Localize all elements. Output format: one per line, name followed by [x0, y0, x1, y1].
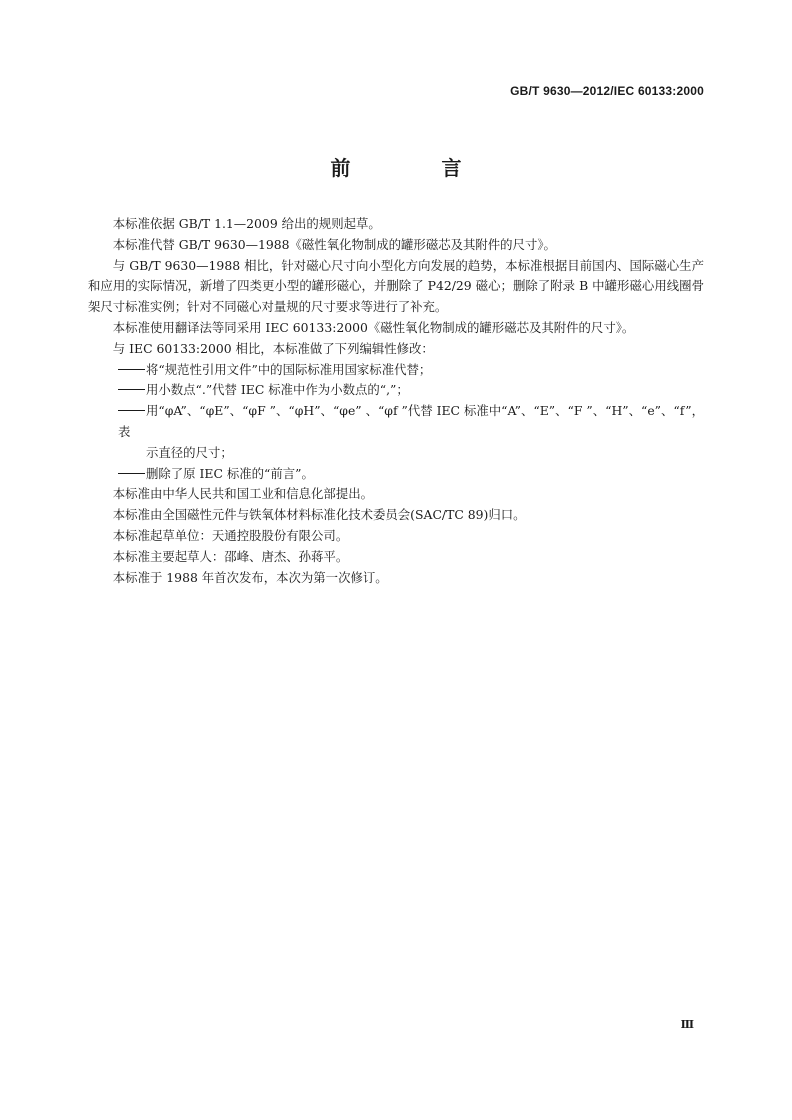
paragraph-replaces: 本标准代替 GB/T 9630—1988《磁性氧化物制成的罐形磁芯及其附件的尺寸》。: [112, 236, 556, 252]
paragraph-history: 本标准于 1988 年首次发布，本次为第一次修订。: [112, 569, 388, 585]
change-item: [88, 464, 704, 485]
paragraph-adoption: 本标准使用翻译法等同采用 IEC 60133:2000《磁性氧化物制成的罐形磁芯及其附件的尺寸》。: [112, 319, 635, 335]
dash-mark: [118, 410, 145, 411]
change-item-text: 删除了原 IEC 标准的“前言”。: [146, 465, 314, 481]
page-title: 前 言: [330, 156, 504, 180]
paragraph-comparison: 与 GB/T 9630—1988 相比，针对磁心尺寸向小型化方向发展的趋势，本标准根据目前国内、国际磁心生产和应用的实际情况，新增了四类更小型的罐形磁心，并删除了 P42/29 磁心；删除了附录 B 中罐形磁心用线圈骨架尺寸标准实例；针对不同磁心对量规的尺寸要求等进行了补充。: [88, 257, 704, 315]
paragraph-drafting-unit: 本标准起草单位：天通控股股份有限公司。: [112, 527, 349, 543]
paragraph-editorial-changes: 与 IEC 60133:2000 相比，本标准做了下列编辑性修改：: [112, 340, 434, 356]
dash-mark: [118, 389, 145, 390]
page-number: Ⅲ: [680, 1018, 694, 1031]
standard-code: GB/T 9630—2012/IEC 60133:2000: [510, 84, 704, 98]
paragraph-drafting-rules: 本标准依据 GB/T 1.1—2009 给出的规则起草。: [112, 216, 381, 231]
change-item-text: 用小数点“.”代替 IEC 标准中作为小数点的“,”；: [146, 382, 409, 398]
change-item: [88, 401, 704, 443]
foreword-body: [88, 214, 704, 588]
paragraph-proposer: 本标准由中华人民共和国工业和信息化部提出。: [112, 486, 373, 502]
change-item-continuation: 示直径的尺寸；: [146, 444, 233, 460]
change-item: [88, 360, 704, 381]
paragraph-committee: 本标准由全国磁性元件与铁氧体材料标准化技术委员会(SAC/TC 89)归口。: [112, 507, 526, 523]
dash-mark: [118, 473, 145, 474]
dash-mark: [118, 369, 145, 370]
change-item-text: 将“规范性引用文件”中的国际标准用国家标准代替；: [146, 361, 432, 377]
change-item: [88, 380, 704, 401]
paragraph-drafters: 本标准主要起草人：邵峰、唐杰、孙蒋平。: [112, 548, 349, 564]
change-item-text: 用“φA”、“φE”、“φF ”、“φH”、“φe” 、“φf ”代替 IEC 标准中“A”、“E”、“F ”、“H”、“e”、“f”，表: [118, 403, 704, 439]
